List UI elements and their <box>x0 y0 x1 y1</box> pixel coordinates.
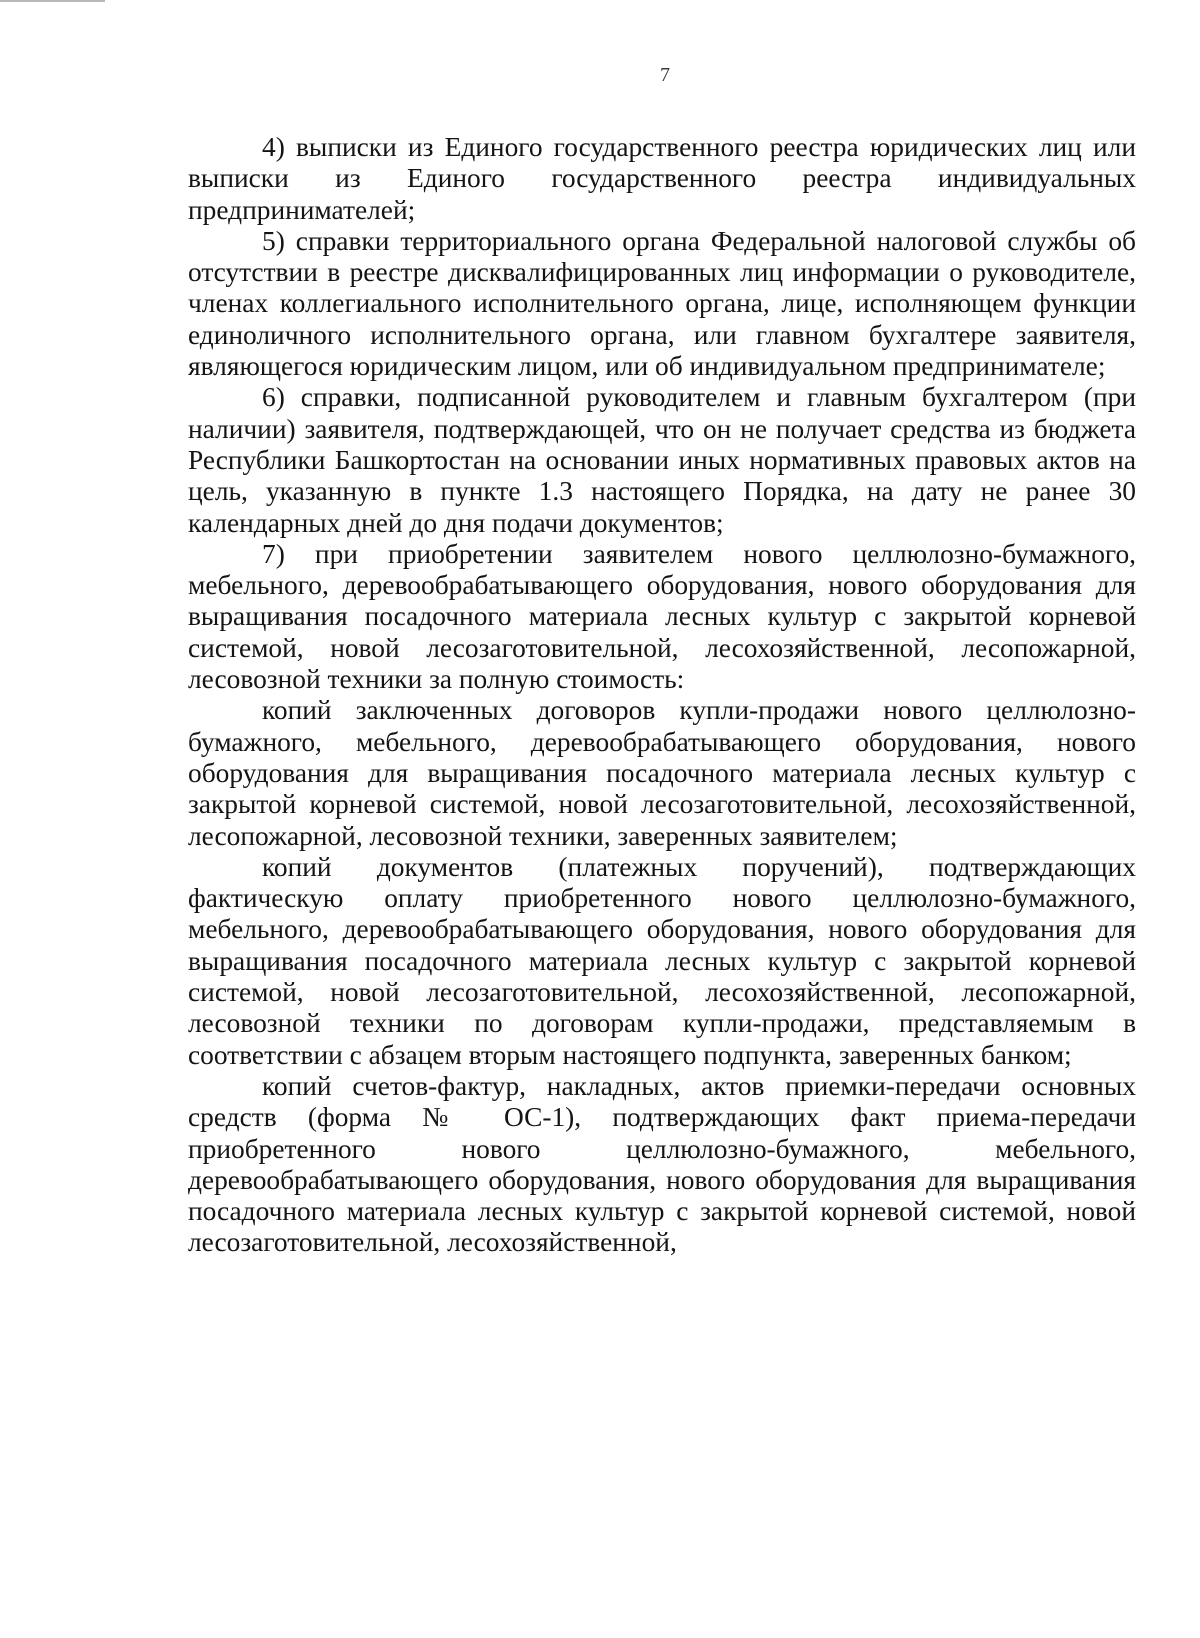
scan-edge-mark <box>0 0 105 2</box>
page-number: 7 <box>660 64 670 86</box>
document-body <box>188 132 1136 1259</box>
paragraph-contracts-copies: копий заключенных договоров купли-продажи нового целлюлозно-бумажного, мебельного, деревообрабатывающего оборудования, нового оборудования для выращивания посадочного материала лесных культур с закрытой корневой системой, новой лесозаготовительной, лесохозяйственной, лесопожарной, лесовозной техники, заверенных заявителем; <box>188 695 1136 851</box>
paragraph-item-5: 5) справки территориального органа Федеральной налоговой службы об отсутствии в реестре дисквалифицированных лиц информации о руководителе, членах коллегиального исполнительного органа, лице, исполняющем функции единоличного исполнительного органа, или главном бухгалтере заявителя, являющегося юридическим лицом, или об индивидуальном предпринимателе; <box>188 225 1136 382</box>
paragraph-payment-copies: копий документов (платежных поручений), подтверждающих фактическую оплату приобретенного нового целлюлозно-бумажного, мебельного, деревообрабатывающего оборудования, нового оборудования для выращивания посадочного материала лесных культур с закрытой корневой системой, новой лесозаготовительной, лесохозяйственной, лесопожарной, лесовозной техники по договорам купли-продажи, представляемым в соответствии с абзацем вторым настоящего подпункта, заверенных банком; <box>188 851 1136 1070</box>
paragraph-item-6: 6) справки, подписанной руководителем и главным бухгалтером (при наличии) заявителя, подтверждающей, что он не получает средства из бюджета Республики Башкортостан на основании иных нормативных правовых актов на цель, указанную в пункте 1.3 настоящего Порядка, на дату не ранее 30 календарных дней до дня подачи документов; <box>188 382 1136 538</box>
paragraph-invoice-copies: копий счетов-фактур, накладных, актов приемки-передачи основных средств (форма № ОС-1), подтверждающих факт приема-передачи приобретенного нового целлюлозно-бумажного, мебельного, деревообрабатывающего оборудования, нового оборудования для выращивания посадочного материала лесных культур с закрытой корневой системой, новой лесозаготовительной, лесохозяйственной, <box>188 1070 1136 1258</box>
paragraph-item-4: 4) выписки из Единого государственного реестра юридических лиц или выписки из Единого государственного реестра индивидуальных предпринимателей; <box>188 132 1136 225</box>
paragraph-item-7: 7) при приобретении заявителем нового целлюлозно-бумажного, мебельного, деревообрабатывающего оборудования, нового оборудования для выращивания посадочного материала лесных культур с закрытой корневой системой, новой лесозаготовительной, лесохозяйственной, лесопожарной, лесовозной техники за полную стоимость: <box>188 538 1136 695</box>
